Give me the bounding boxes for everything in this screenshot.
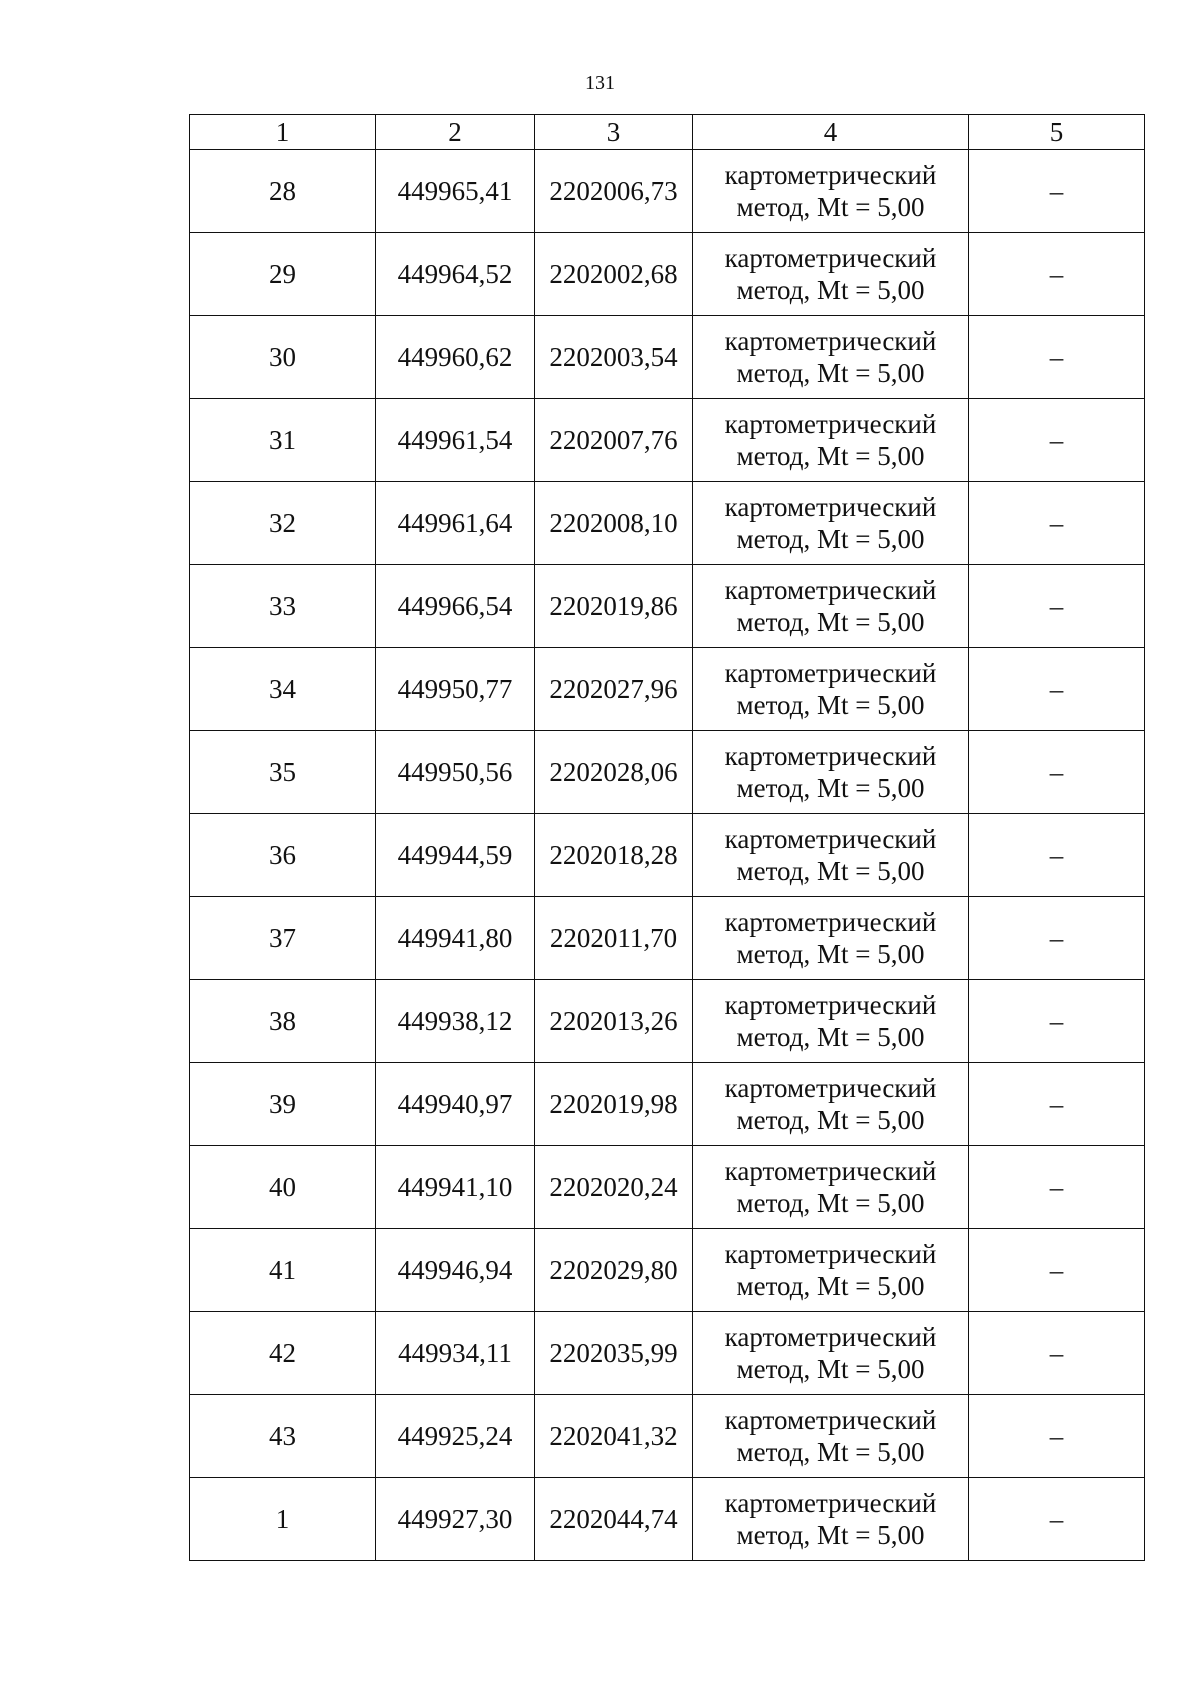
- point-number: 36: [190, 814, 376, 897]
- method-cell: [693, 233, 969, 316]
- method-line-2: метод, Mt = 5,00: [736, 773, 925, 803]
- table-row: [190, 1146, 1145, 1229]
- method-line-1: картометрический: [724, 409, 937, 439]
- coord-x: 449940,97: [376, 1063, 535, 1146]
- note-cell: –: [969, 1395, 1145, 1478]
- point-number: 28: [190, 150, 376, 233]
- point-number: 37: [190, 897, 376, 980]
- coord-y: 2202020,24: [535, 1146, 693, 1229]
- method-line-2: метод, Mt = 5,00: [736, 1520, 925, 1550]
- coord-x: 449925,24: [376, 1395, 535, 1478]
- method-line-2: метод, Mt = 5,00: [736, 1105, 925, 1135]
- method-cell: [693, 648, 969, 731]
- note-cell: –: [969, 1146, 1145, 1229]
- note-cell: –: [969, 1312, 1145, 1395]
- method-line-1: картометрический: [724, 658, 937, 688]
- note-cell: –: [969, 1229, 1145, 1312]
- coord-y: 2202008,10: [535, 482, 693, 565]
- note-cell: –: [969, 482, 1145, 565]
- table-header: [190, 115, 1145, 150]
- point-number: 42: [190, 1312, 376, 1395]
- coord-x: 449927,30: [376, 1478, 535, 1561]
- method-cell: [693, 316, 969, 399]
- method-cell: [693, 482, 969, 565]
- note-cell: –: [969, 980, 1145, 1063]
- method-line-1: картометрический: [724, 326, 937, 356]
- point-number: 38: [190, 980, 376, 1063]
- note-cell: –: [969, 648, 1145, 731]
- table-row: [190, 233, 1145, 316]
- note-cell: –: [969, 150, 1145, 233]
- point-number: 1: [190, 1478, 376, 1561]
- method-cell: [693, 1312, 969, 1395]
- table-row: [190, 150, 1145, 233]
- table-row: [190, 1312, 1145, 1395]
- point-number: 43: [190, 1395, 376, 1478]
- coord-x: 449934,11: [376, 1312, 535, 1395]
- method-line-2: метод, Mt = 5,00: [736, 441, 925, 471]
- table-row: [190, 1063, 1145, 1146]
- page-number: 131: [585, 72, 615, 94]
- table-row: [190, 648, 1145, 731]
- coord-x: 449966,54: [376, 565, 535, 648]
- method-line-1: картометрический: [724, 907, 937, 937]
- method-line-1: картометрический: [724, 1405, 937, 1435]
- coord-x: 449960,62: [376, 316, 535, 399]
- method-cell: [693, 1229, 969, 1312]
- method-line-1: картометрический: [724, 1073, 937, 1103]
- coord-y: 2202019,86: [535, 565, 693, 648]
- method-cell: [693, 1146, 969, 1229]
- method-line-2: метод, Mt = 5,00: [736, 939, 925, 969]
- method-line-1: картометрический: [724, 1322, 937, 1352]
- point-number: 31: [190, 399, 376, 482]
- point-number: 33: [190, 565, 376, 648]
- method-line-2: метод, Mt = 5,00: [736, 690, 925, 720]
- method-line-1: картометрический: [724, 1156, 937, 1186]
- method-cell: [693, 980, 969, 1063]
- note-cell: –: [969, 316, 1145, 399]
- method-line-2: метод, Mt = 5,00: [736, 607, 925, 637]
- coord-x: 449964,52: [376, 233, 535, 316]
- method-cell: [693, 1478, 969, 1561]
- method-line-1: картометрический: [724, 990, 937, 1020]
- method-cell: [693, 814, 969, 897]
- note-cell: –: [969, 1063, 1145, 1146]
- coord-y: 2202011,70: [535, 897, 693, 980]
- note-cell: –: [969, 731, 1145, 814]
- table-body: [190, 150, 1145, 1561]
- header-col-3: 3: [535, 115, 693, 150]
- header-col-2: 2: [376, 115, 535, 150]
- coord-x: 449950,77: [376, 648, 535, 731]
- method-line-1: картометрический: [724, 1239, 937, 1269]
- method-line-1: картометрический: [724, 741, 937, 771]
- coordinates-table: [189, 114, 1145, 1561]
- table-row: [190, 897, 1145, 980]
- method-line-1: картометрический: [724, 824, 937, 854]
- point-number: 29: [190, 233, 376, 316]
- method-cell: [693, 1063, 969, 1146]
- method-line-2: метод, Mt = 5,00: [736, 1354, 925, 1384]
- coord-y: 2202027,96: [535, 648, 693, 731]
- point-number: 39: [190, 1063, 376, 1146]
- coord-x: 449961,54: [376, 399, 535, 482]
- method-line-1: картометрический: [724, 160, 937, 190]
- method-line-2: метод, Mt = 5,00: [736, 1022, 925, 1052]
- method-line-1: картометрический: [724, 575, 937, 605]
- coord-x: 449946,94: [376, 1229, 535, 1312]
- coord-y: 2202018,28: [535, 814, 693, 897]
- method-cell: [693, 399, 969, 482]
- coord-y: 2202044,74: [535, 1478, 693, 1561]
- coord-x: 449938,12: [376, 980, 535, 1063]
- method-line-2: метод, Mt = 5,00: [736, 275, 925, 305]
- method-line-1: картометрический: [724, 492, 937, 522]
- coord-x: 449965,41: [376, 150, 535, 233]
- method-cell: [693, 731, 969, 814]
- method-line-2: метод, Mt = 5,00: [736, 358, 925, 388]
- method-line-2: метод, Mt = 5,00: [736, 1188, 925, 1218]
- coord-y: 2202041,32: [535, 1395, 693, 1478]
- header-col-5: 5: [969, 115, 1145, 150]
- note-cell: –: [969, 565, 1145, 648]
- table-row: [190, 482, 1145, 565]
- method-cell: [693, 1395, 969, 1478]
- note-cell: –: [969, 1478, 1145, 1561]
- point-number: 35: [190, 731, 376, 814]
- table-row: [190, 316, 1145, 399]
- table-row: [190, 814, 1145, 897]
- coord-y: 2202003,54: [535, 316, 693, 399]
- note-cell: –: [969, 399, 1145, 482]
- point-number: 41: [190, 1229, 376, 1312]
- table-row: [190, 731, 1145, 814]
- table-row: [190, 980, 1145, 1063]
- method-line-2: метод, Mt = 5,00: [736, 192, 925, 222]
- coord-x: 449941,10: [376, 1146, 535, 1229]
- note-cell: –: [969, 233, 1145, 316]
- coord-y: 2202006,73: [535, 150, 693, 233]
- point-number: 30: [190, 316, 376, 399]
- method-line-2: метод, Mt = 5,00: [736, 1437, 925, 1467]
- coord-x: 449961,64: [376, 482, 535, 565]
- method-line-1: картометрический: [724, 1488, 937, 1518]
- header-col-4: 4: [693, 115, 969, 150]
- coord-y: 2202028,06: [535, 731, 693, 814]
- method-cell: [693, 897, 969, 980]
- coord-y: 2202035,99: [535, 1312, 693, 1395]
- point-number: 32: [190, 482, 376, 565]
- point-number: 40: [190, 1146, 376, 1229]
- coord-y: 2202007,76: [535, 399, 693, 482]
- header-col-1: 1: [190, 115, 376, 150]
- method-line-1: картометрический: [724, 243, 937, 273]
- coord-y: 2202002,68: [535, 233, 693, 316]
- coord-x: 449950,56: [376, 731, 535, 814]
- method-line-2: метод, Mt = 5,00: [736, 524, 925, 554]
- coord-y: 2202029,80: [535, 1229, 693, 1312]
- method-line-2: метод, Mt = 5,00: [736, 856, 925, 886]
- table-row: [190, 565, 1145, 648]
- note-cell: –: [969, 814, 1145, 897]
- coord-x: 449941,80: [376, 897, 535, 980]
- method-cell: [693, 565, 969, 648]
- table-row: [190, 1478, 1145, 1561]
- point-number: 34: [190, 648, 376, 731]
- coord-x: 449944,59: [376, 814, 535, 897]
- table-row: [190, 1395, 1145, 1478]
- table-row: [190, 399, 1145, 482]
- method-cell: [693, 150, 969, 233]
- header-row: [190, 115, 1145, 150]
- coord-y: 2202019,98: [535, 1063, 693, 1146]
- table-row: [190, 1229, 1145, 1312]
- method-line-2: метод, Mt = 5,00: [736, 1271, 925, 1301]
- note-cell: –: [969, 897, 1145, 980]
- coord-y: 2202013,26: [535, 980, 693, 1063]
